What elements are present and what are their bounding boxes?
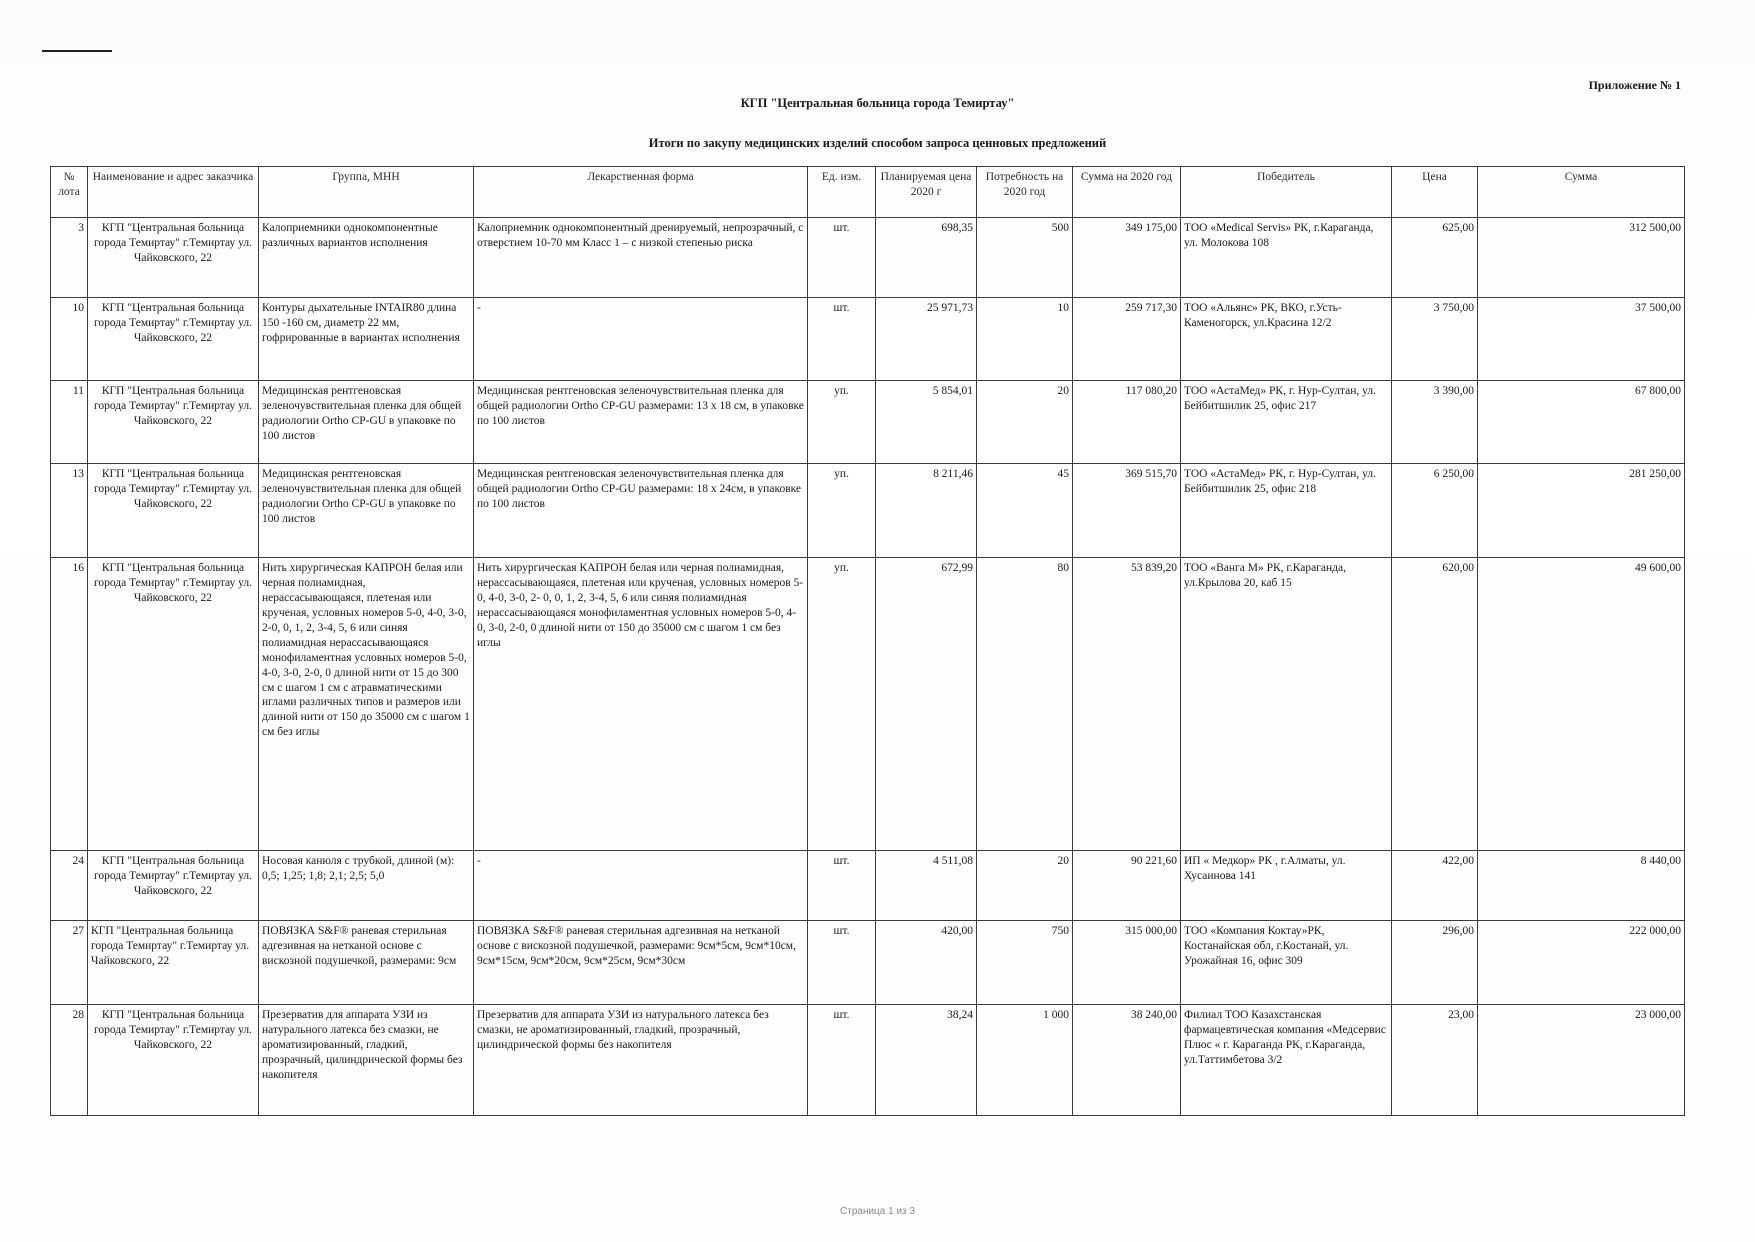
table-row bbox=[51, 921, 1685, 1005]
procurement-results-table bbox=[50, 166, 1685, 1116]
sum-cell: 222 000,00 bbox=[1478, 921, 1685, 1005]
planned-price-cell: 672,99 bbox=[876, 558, 977, 851]
form-cell: Медицинская рентгеновская зеленочувствительная пленка для общей радиологии Ortho CP-GU размерами: 13 х 18 см, в упаковке по 100 листов bbox=[474, 381, 808, 464]
price-cell: 23,00 bbox=[1392, 1005, 1478, 1116]
need-cell: 500 bbox=[977, 218, 1073, 298]
table-row bbox=[51, 381, 1685, 464]
unit-cell: уп. bbox=[808, 464, 876, 558]
table-row bbox=[51, 1005, 1685, 1116]
col-header-planned-price: Планируемая цена 2020 г bbox=[876, 167, 977, 218]
need-cell: 750 bbox=[977, 921, 1073, 1005]
col-header-need: Потребность на 2020 год bbox=[977, 167, 1073, 218]
price-cell: 296,00 bbox=[1392, 921, 1478, 1005]
need-cell: 1 000 bbox=[977, 1005, 1073, 1116]
sum-2020-cell: 90 221,60 bbox=[1073, 851, 1181, 921]
lot-number: 3 bbox=[51, 218, 88, 298]
organization-title: КГП "Центральная больница города Темиртау" bbox=[740, 96, 1015, 110]
planned-price-cell: 8 211,46 bbox=[876, 464, 977, 558]
form-cell: - bbox=[474, 298, 808, 381]
price-cell: 625,00 bbox=[1392, 218, 1478, 298]
group-cell: Носовая канюля с трубкой, длиной (м): 0,5; 1,25; 1,8; 2,1; 2,5; 5,0 bbox=[259, 851, 474, 921]
sum-2020-cell: 38 240,00 bbox=[1073, 1005, 1181, 1116]
price-cell: 620,00 bbox=[1392, 558, 1478, 851]
document-subtitle: Итоги по закупу медицинских изделий способом запроса ценновых предложений bbox=[648, 136, 1107, 150]
winner-cell: ИП « Медкор» РК , г.Алматы, ул. Хусаинова 141 bbox=[1181, 851, 1392, 921]
unit-cell: шт. bbox=[808, 298, 876, 381]
unit-cell: шт. bbox=[808, 1005, 876, 1116]
table-row bbox=[51, 558, 1685, 851]
winner-cell: Филиал ТОО Казахстанская фармацевтическая компания «Медсервис Плюс « г. Караганда РК, г.Караганда, ул.Таттимбетова 3/2 bbox=[1181, 1005, 1392, 1116]
group-cell: Контуры дыхательные INTAIR80 длина 150 -160 см, диаметр 22 мм, гофрированные в вариантах исполнения bbox=[259, 298, 474, 381]
col-header-price: Цена bbox=[1392, 167, 1478, 218]
customer-cell: КГП "Центральная больница города Темиртау" г.Темиртау ул. Чайковского, 22 bbox=[88, 218, 259, 298]
winner-cell: ТОО «Альянс» РК, ВКО, г.Усть-Каменогорск, ул.Красина 12/2 bbox=[1181, 298, 1392, 381]
form-cell: ПОВЯЗКА S&F® раневая стерильная адгезивная на нетканой основе с вискозной подушечкой, размерами: 9см*5см, 9см*10см, 9см*15см, 9см*20см, 9см*25см, 9см*30см bbox=[474, 921, 808, 1005]
price-cell: 422,00 bbox=[1392, 851, 1478, 921]
lot-number: 11 bbox=[51, 381, 88, 464]
need-cell: 80 bbox=[977, 558, 1073, 851]
group-cell: ПОВЯЗКА S&F® раневая стерильная адгезивная на нетканой основе с вискозной подушечкой, размерами: 9см bbox=[259, 921, 474, 1005]
customer-cell: КГП "Центральная больница города Темиртау" г.Темиртау ул. Чайковского, 22 bbox=[88, 298, 259, 381]
sum-cell: 49 600,00 bbox=[1478, 558, 1685, 851]
sum-cell: 281 250,00 bbox=[1478, 464, 1685, 558]
page-number-footer: Страница 1 из 3 bbox=[840, 1206, 915, 1217]
price-cell: 3 390,00 bbox=[1392, 381, 1478, 464]
group-cell: Калоприемники однокомпонентные различных вариантов исполнения bbox=[259, 218, 474, 298]
header-row bbox=[51, 167, 1685, 218]
planned-price-cell: 38,24 bbox=[876, 1005, 977, 1116]
customer-cell: КГП "Центральная больница города Темиртау" г.Темиртау ул. Чайковского, 22 bbox=[88, 464, 259, 558]
planned-price-cell: 698,35 bbox=[876, 218, 977, 298]
scan-mark bbox=[42, 50, 112, 52]
group-cell: Презерватив для аппарата УЗИ из натурального латекса без смазки, не ароматизированный, гладкий, прозрачный, цилиндрической формы без накопителя bbox=[259, 1005, 474, 1116]
unit-cell: шт. bbox=[808, 218, 876, 298]
sum-cell: 37 500,00 bbox=[1478, 298, 1685, 381]
form-cell: Калоприемник однокомпонентный дренируемый, непрозрачный, с отверстием 10-70 мм Класс 1 – с низкой степенью риска bbox=[474, 218, 808, 298]
table-row bbox=[51, 298, 1685, 381]
customer-cell: КГП "Центральная больница города Темиртау" г.Темиртау ул. Чайковского, 22 bbox=[88, 921, 259, 1005]
col-header-sum: Сумма bbox=[1478, 167, 1685, 218]
price-cell: 3 750,00 bbox=[1392, 298, 1478, 381]
customer-cell: КГП "Центральная больница города Темиртау" г.Темиртау ул. Чайковского, 22 bbox=[88, 851, 259, 921]
sum-2020-cell: 349 175,00 bbox=[1073, 218, 1181, 298]
table-body bbox=[51, 218, 1685, 1116]
planned-price-cell: 5 854,01 bbox=[876, 381, 977, 464]
form-cell: Презерватив для аппарата УЗИ из натурального латекса без смазки, не ароматизированный, гладкий, прозрачный, цилиндрической формы без накопителя bbox=[474, 1005, 808, 1116]
customer-cell: КГП "Центральная больница города Темиртау" г.Темиртау ул. Чайковского, 22 bbox=[88, 1005, 259, 1116]
col-header-winner: Победитель bbox=[1181, 167, 1392, 218]
appendix-label: Приложение № 1 bbox=[1588, 78, 1681, 92]
sum-2020-cell: 117 080,20 bbox=[1073, 381, 1181, 464]
sum-cell: 23 000,00 bbox=[1478, 1005, 1685, 1116]
col-header-form: Лекарственная форма bbox=[474, 167, 808, 218]
group-cell: Нить хирургическая КАПРОН белая или черная полиамидная, нерассасывающаяся, плетеная или крученая, условных номеров 5-0, 4-0, 3-0, 2-0, 0, 1, 2, 3-4, 5, 6 или синяя полиамидная нерассасывающаяся монофиламентная условных номеров 5-0, 4-0, 3-0, 2-0, 0 длиной нити от 15 до 300 см с шагом 1 см с атравматическими иглами различных типов и размеров или длиной нити от 150 до 35000 см с шагом 1 см без иглы bbox=[259, 558, 474, 851]
col-header-sum-2020: Сумма на 2020 год bbox=[1073, 167, 1181, 218]
need-cell: 20 bbox=[977, 381, 1073, 464]
winner-cell: ТОО «Ванга М» РК, г.Караганда, ул.Крылова 20, каб 15 bbox=[1181, 558, 1392, 851]
col-header-group: Группа, МНН bbox=[259, 167, 474, 218]
sum-2020-cell: 259 717,30 bbox=[1073, 298, 1181, 381]
need-cell: 20 bbox=[977, 851, 1073, 921]
winner-cell: ТОО «АстаМед» РК, г. Нур-Султан, ул. Бейбитшилик 25, офис 217 bbox=[1181, 381, 1392, 464]
customer-cell: КГП "Центральная больница города Темиртау" г.Темиртау ул. Чайковского, 22 bbox=[88, 381, 259, 464]
col-header-unit: Ед. изм. bbox=[808, 167, 876, 218]
need-cell: 45 bbox=[977, 464, 1073, 558]
table-header bbox=[51, 167, 1685, 218]
form-cell: - bbox=[474, 851, 808, 921]
lot-number: 16 bbox=[51, 558, 88, 851]
col-header-customer: Наименование и адрес заказчика bbox=[88, 167, 259, 218]
winner-cell: ТОО «Компания Коктау»РК, Костанайская обл, г.Костанай, ул. Урожайная 16, офис 309 bbox=[1181, 921, 1392, 1005]
customer-cell: КГП "Центральная больница города Темиртау" г.Темиртау ул. Чайковского, 22 bbox=[88, 558, 259, 851]
unit-cell: шт. bbox=[808, 851, 876, 921]
winner-cell: ТОО «Medical Servis» РК, г.Караганда, ул. Молокова 108 bbox=[1181, 218, 1392, 298]
need-cell: 10 bbox=[977, 298, 1073, 381]
group-cell: Медицинская рентгеновская зеленочувствительная пленка для общей радиологии Ortho CP-GU в упаковке по 100 листов bbox=[259, 381, 474, 464]
group-cell: Медицинская рентгеновская зеленочувствительная пленка для общей радиологии Ortho CP-GU в упаковке по 100 листов bbox=[259, 464, 474, 558]
table-row bbox=[51, 851, 1685, 921]
lot-number: 27 bbox=[51, 921, 88, 1005]
sum-2020-cell: 315 000,00 bbox=[1073, 921, 1181, 1005]
lot-number: 13 bbox=[51, 464, 88, 558]
sum-2020-cell: 53 839,20 bbox=[1073, 558, 1181, 851]
lot-number: 24 bbox=[51, 851, 88, 921]
lot-number: 28 bbox=[51, 1005, 88, 1116]
table-row bbox=[51, 464, 1685, 558]
planned-price-cell: 420,00 bbox=[876, 921, 977, 1005]
unit-cell: шт. bbox=[808, 921, 876, 1005]
col-header-lot: № лота bbox=[51, 167, 88, 218]
sum-cell: 312 500,00 bbox=[1478, 218, 1685, 298]
price-cell: 6 250,00 bbox=[1392, 464, 1478, 558]
sum-2020-cell: 369 515,70 bbox=[1073, 464, 1181, 558]
form-cell: Медицинская рентгеновская зеленочувствительная пленка для общей радиологии Ortho CP-GU размерами: 18 х 24см, в упаковке по 100 листов bbox=[474, 464, 808, 558]
unit-cell: уп. bbox=[808, 381, 876, 464]
planned-price-cell: 4 511,08 bbox=[876, 851, 977, 921]
winner-cell: ТОО «АстаМед» РК, г. Нур-Султан, ул. Бейбитшилик 25, офис 218 bbox=[1181, 464, 1392, 558]
sum-cell: 67 800,00 bbox=[1478, 381, 1685, 464]
planned-price-cell: 25 971,73 bbox=[876, 298, 977, 381]
sum-cell: 8 440,00 bbox=[1478, 851, 1685, 921]
form-cell: Нить хирургическая КАПРОН белая или черная полиамидная, нерассасывающаяся, плетеная или крученая, условных номеров 5-0, 4-0, 3-0, 2- 0, 0, 1, 2, 3-4, 5, 6 или синяя полиамидная нерассасывающаяся монофиламентная условных номеров 5-0, 4-0, 3-0, 2-0, 0 длиной нити от 150 до 35000 см с шагом 1 см без иглы bbox=[474, 558, 808, 851]
lot-number: 10 bbox=[51, 298, 88, 381]
table-row bbox=[51, 218, 1685, 298]
unit-cell: уп. bbox=[808, 558, 876, 851]
